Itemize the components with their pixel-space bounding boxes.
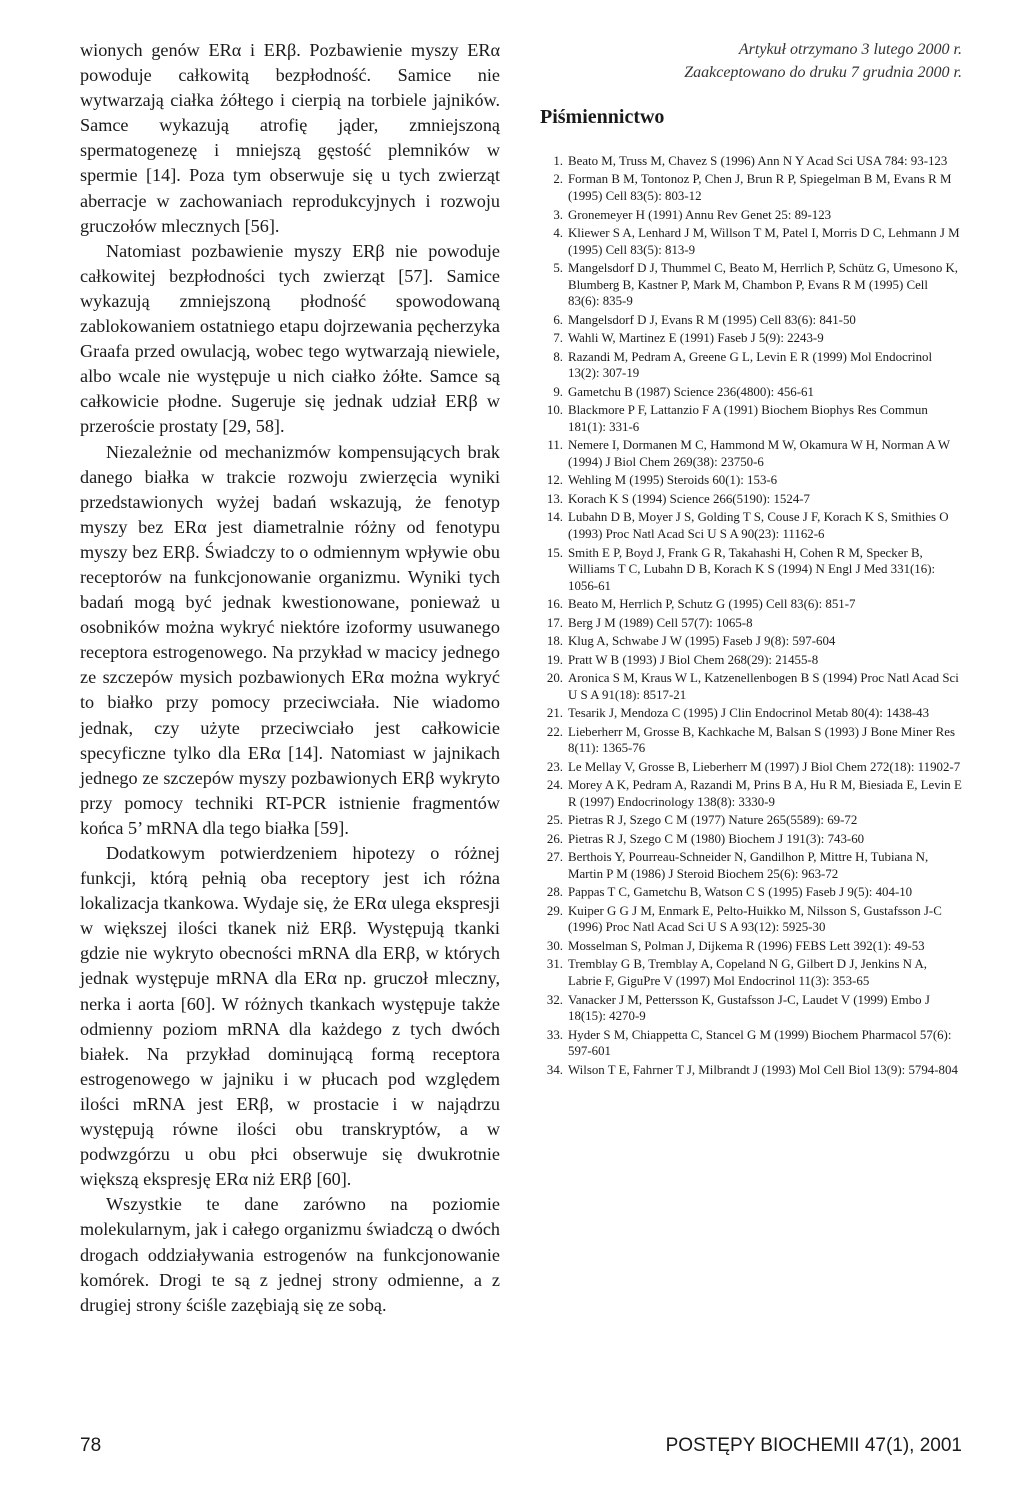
reference-item	[540, 402, 962, 435]
reference-number: 26.	[546, 831, 563, 846]
reference-number: 24.	[546, 778, 563, 793]
reference-item	[540, 312, 962, 329]
reference-text: Mangelsdorf D J, Thummel C, Beato M, Herrlich P, Schütz G, Umesono K, Blumberg B, Kastner P, Mark M, Chambon P, Evans R M (1995) Cell 83(6): 835-9	[568, 261, 959, 309]
reference-item	[540, 759, 962, 776]
reference-number: 31.	[546, 957, 563, 972]
reference-number: 4.	[553, 226, 563, 241]
reference-number: 12.	[546, 473, 563, 488]
body-paragraph: Dodatkowym potwierdzeniem hipotezy o różnej funkcji, którą pełnią oba receptory jest ich różna lokalizacja tkankowa. Wydaje się, że ERα ulega ekspresji w większej ilości tkanek niż ERβ. Występują tkanki gdzie nie wykryto obecności mRNA dla ERβ, w których jednak występuje mRNA dla ERα np. gruczoł mleczny, nerka i aorta [60]. W różnych tkankach występuje także odmienny poziom mRNA dla każdego z tych dwóch białek. Na przykład dominującą formą receptora estrogenowego w jajniku i w płucach pod względem ilości mRNA jest ERβ, w prostacie i w najądrzu występują równe ilości obu transkryptów, a w podwzgórzu u obu płci obserwuje się dwukrotnie większą ekspresję ERα niż ERβ [60].	[80, 843, 500, 1190]
received-date: Artykuł otrzymano 3 lutego 2000 r.	[738, 41, 962, 58]
body-paragraph: Natomiast pozbawienie myszy ERβ nie powoduje całkowitej bezpłodności tych zwierząt [57]. Samice wykazują zmniejszoną płodność spowodowaną zablokowaniem ostatniego etapu dojrzewania pęcherzyka Graafa przed owulacją, wobec tego wytwarzają niewiele, albo wcale nie występuje u nich ciałko żółte. Samce są całkowicie płodne. Sugeruje się jednak udział ERβ w przeroście prostaty [29, 58].	[80, 240, 500, 437]
reference-item	[540, 831, 962, 848]
reference-number: 20.	[546, 671, 563, 686]
reference-item	[540, 260, 962, 310]
reference-item	[540, 615, 962, 632]
reference-item	[540, 633, 962, 650]
reference-number: 19.	[546, 652, 563, 667]
reference-text: Tremblay G B, Tremblay A, Copeland N G, Gilbert D J, Jenkins N A, Labrie F, GiguPre V (1997) Mol Endocrinol 11(3): 353-65	[568, 957, 928, 989]
reference-item	[540, 884, 962, 901]
reference-item	[540, 938, 962, 955]
reference-number: 17.	[546, 615, 563, 630]
reference-item	[540, 670, 962, 703]
reference-item	[540, 596, 962, 613]
reference-text: Wahli W, Martinez E (1991) Faseb J 5(9): 2243-9	[568, 331, 824, 346]
reference-text: Beato M, Herrlich P, Schutz G (1995) Cell 83(6): 851-7	[568, 597, 856, 612]
reference-item	[540, 472, 962, 489]
reference-item	[540, 207, 962, 224]
reference-text: Kuiper G G J M, Enmark E, Pelto-Huikko M, Nilsson S, Gustafsson J-C (1996) Proc Natl Acad Sci U S A 93(12): 5925-30	[568, 903, 942, 935]
reference-item	[540, 349, 962, 382]
reference-text: Beato M, Truss M, Chavez S (1996) Ann N Y Acad Sci USA 784: 93-123	[568, 154, 948, 168]
reference-text: Lieberherr M, Grosse B, Kachkache M, Balsan S (1993) J Bone Miner Res 8(11): 1365-76	[568, 724, 955, 756]
reference-text: Razandi M, Pedram A, Greene G L, Levin E R (1999) Mol Endocrinol 13(2): 307-19	[568, 349, 933, 381]
reference-text: Pietras R J, Szego C M (1977) Nature 265(5589): 69-72	[568, 813, 858, 828]
reference-item	[540, 491, 962, 508]
reference-text: Smith E P, Boyd J, Frank G R, Takahashi H, Cohen R M, Specker B, Williams T C, Lubahn D B, Korach K S (1994) N Engl J Med 331(16): 1056-61	[568, 545, 936, 593]
reference-text: Mangelsdorf D J, Evans R M (1995) Cell 83(6): 841-50	[568, 312, 856, 327]
reference-text: Wehling M (1995) Steroids 60(1): 153-6	[568, 473, 778, 488]
reference-text: Hyder S M, Chiappetta C, Stancel G M (1999) Biochem Pharmacol 57(6): 597-601	[568, 1027, 952, 1059]
reference-text: Nemere I, Dormanen M C, Hammond M W, Okamura W H, Norman A W (1994) J Biol Chem 269(38): 23750-6	[568, 438, 950, 469]
reference-text: Vanacker J M, Pettersson K, Gustafsson J-C, Laudet V (1999) Embo J 18(15): 4270-9	[568, 992, 930, 1024]
reference-item	[540, 1027, 962, 1060]
reference-number: 10.	[546, 403, 563, 418]
reference-item	[540, 153, 962, 170]
reference-number: 33.	[546, 1027, 563, 1042]
body-paragraph: Niezależnie od mechanizmów kompensujących brak danego białka w trakcie rozwoju zwierzęcia wyniki przedstawionych wyżej badań wskazują, że fenotyp myszy bez ERα jest diametralnie różny od fenotypu myszy bez ERβ. Świadczy to o odmiennym wpływie obu receptorów na funkcjonowanie organizmu. Wyniki tych badań mogą być jednak kwestionowane, ponieważ u osobników można wykryć niektóre izoformy usuwanego receptora estrogenowego. Na przykład w macicy jednego ze szczepów mysich pozbawionych ERα można wykryć to białko przy pomocy przeciwciała. Nie wiadomo jednak, czy użyte przeciwciało jest całkowicie specyficzne tylko dla ERα [14]. Natomiast w jajnikach jednego ze szczepów myszy pozbawionych ERβ wykryto przy pomocy techniki RT-PCR istnienie fragmentów końca 5’ mRNA dla tego białka [59].	[80, 441, 500, 838]
reference-number: 9.	[553, 384, 563, 399]
reference-number: 11.	[547, 438, 563, 453]
reference-number: 18.	[546, 634, 563, 649]
reference-number: 1.	[553, 154, 563, 168]
reference-item	[540, 545, 962, 595]
reference-item	[540, 330, 962, 347]
reference-number: 5.	[553, 261, 563, 276]
reference-number: 6.	[553, 312, 563, 327]
reference-item	[540, 849, 962, 882]
reference-number: 14.	[546, 510, 563, 525]
reference-number: 13.	[546, 491, 563, 506]
reference-number: 27.	[546, 850, 563, 865]
article-dates	[540, 38, 962, 84]
reference-number: 21.	[546, 706, 563, 721]
accepted-date: Zaakceptowano do druku 7 grudnia 2000 r.	[684, 64, 962, 81]
reference-text: Gronemeyer H (1991) Annu Rev Genet 25: 89-123	[568, 207, 832, 222]
reference-number: 23.	[546, 759, 563, 774]
reference-number: 28.	[546, 885, 563, 900]
reference-text: Korach K S (1994) Science 266(5190): 1524-7	[568, 491, 811, 506]
reference-item	[540, 509, 962, 542]
reference-number: 34.	[546, 1062, 563, 1077]
reference-item	[540, 171, 962, 204]
reference-text: Lubahn D B, Moyer J S, Golding T S, Couse J F, Korach K S, Smithies O (1993) Proc Natl Acad Sci U S A 90(23): 11162-6	[568, 510, 949, 542]
reference-item	[540, 1062, 962, 1079]
reference-text: Le Mellay V, Grosse B, Lieberherr M (1997) J Biol Chem 272(18): 11902-7	[568, 759, 961, 774]
reference-item	[540, 437, 962, 470]
reference-number: 30.	[546, 938, 563, 953]
references-list	[540, 153, 962, 1078]
reference-item	[540, 992, 962, 1025]
reference-number: 15.	[546, 545, 563, 560]
reference-text: Blackmore P F, Lattanzio F A (1991) Biochem Biophys Res Commun 181(1): 331-6	[568, 403, 928, 434]
reference-item	[540, 384, 962, 401]
reference-text: Aronica S M, Kraus W L, Katzenellenbogen B S (1994) Proc Natl Acad Sci U S A 91(18): 8517-21	[568, 671, 959, 702]
body-paragraph: Wszystkie te dane zarówno na poziomie molekularnym, jak i całego organizmu świadczą o dwóch drogach oddziaływania estrogenów na funkcjonowanie komórek. Drogi te są z jednej strony odmienne, a z drugiej strony ściśle zazębiają się ze sobą.	[80, 1194, 500, 1315]
reference-item	[540, 652, 962, 669]
references-column	[540, 38, 962, 1080]
reference-text: Pappas T C, Gametchu B, Watson C S (1995) Faseb J 9(5): 404-10	[568, 885, 913, 900]
reference-number: 16.	[546, 597, 563, 612]
reference-text: Pratt W B (1993) J Biol Chem 268(29): 21455-8	[568, 652, 819, 667]
reference-item	[540, 812, 962, 829]
reference-number: 25.	[546, 813, 563, 828]
reference-number: 8.	[553, 349, 563, 364]
reference-text: Klug A, Schwabe J W (1995) Faseb J 9(8): 597-604	[568, 634, 836, 649]
reference-text: Wilson T E, Fahrner T J, Milbrandt J (1993) Mol Cell Biol 13(9): 5794-804	[568, 1062, 958, 1077]
reference-text: Forman B M, Tontonoz P, Chen J, Brun R P, Spiegelman B M, Evans R M (1995) Cell 83(5): 803-12	[568, 172, 952, 204]
reference-text: Berg J M (1989) Cell 57(7): 1065-8	[568, 615, 753, 630]
reference-number: 22.	[546, 724, 563, 739]
reference-number: 32.	[546, 992, 563, 1007]
reference-text: Tesarik J, Mendoza C (1995) J Clin Endocrinol Metab 80(4): 1438-43	[568, 706, 930, 721]
body-paragraph: wionych genów ERα i ERβ. Pozbawienie myszy ERα powoduje całkowitą bezpłodność. Samice nie wytwarzają ciałka żółtego i cierpią na torbiele jajników. Samce wykazują atrofię jąder, zmniejszoną spermatogenezę i mniejszą gęstość plemników w spermie [14]. Poza tym obserwuje się u tych zwierząt aberracje w zachowaniach reprodukcyjnych i rozwoju gruczołów mlecznych [56].	[80, 40, 500, 236]
reference-number: 7.	[553, 331, 563, 346]
reference-text: Mosselman S, Polman J, Dijkema R (1996) FEBS Lett 392(1): 49-53	[568, 938, 925, 953]
page-footer	[0, 1435, 1024, 1461]
reference-number: 2.	[553, 172, 563, 187]
reference-item	[540, 724, 962, 757]
page-number: 78	[80, 1435, 102, 1456]
reference-number: 3.	[553, 207, 563, 222]
reference-text: Morey A K, Pedram A, Razandi M, Prins B A, Hu R M, Biesiada E, Levin E R (1997) Endocrinology 138(8): 3330-9	[568, 778, 962, 809]
reference-item	[540, 903, 962, 936]
reference-text: Berthois Y, Pourreau-Schneider N, Gandilhon P, Mittre H, Tubiana N, Martin P M (1986) J Steroid Biochem 25(6): 963-72	[568, 850, 929, 881]
reference-item	[540, 225, 962, 258]
reference-number: 29.	[546, 903, 563, 918]
reference-item	[540, 777, 962, 810]
reference-text: Gametchu B (1987) Science 236(4800): 456-61	[568, 384, 814, 399]
references-heading: Piśmiennictwo	[540, 106, 665, 128]
journal-citation: POSTĘPY BIOCHEMII 47(1), 2001	[665, 1435, 962, 1456]
reference-item	[540, 705, 962, 722]
body-text-column	[80, 38, 500, 1318]
reference-text: Pietras R J, Szego C M (1980) Biochem J 191(3): 743-60	[568, 831, 865, 846]
reference-text: Kliewer S A, Lenhard J M, Willson T M, Patel I, Morris D C, Lehmann J M (1995) Cell 83(5): 813-9	[568, 226, 960, 257]
reference-item	[540, 956, 962, 989]
